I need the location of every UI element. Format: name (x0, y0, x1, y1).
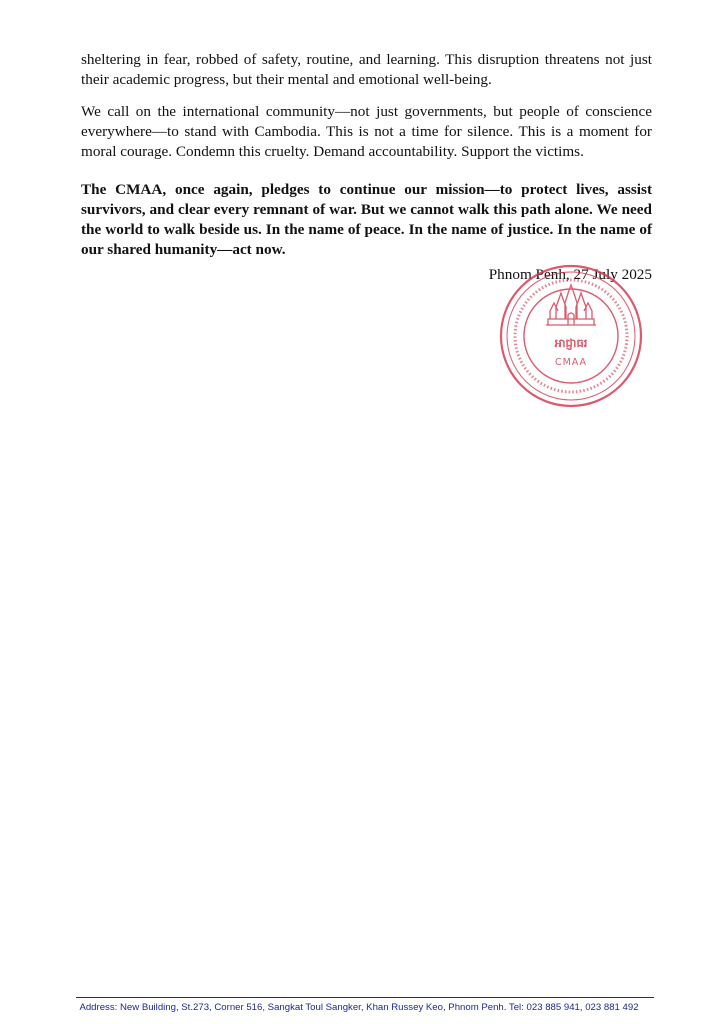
footer-address: Address: New Building, St.273, Corner 516, Sangkat Toul Sangker, Khan Russey Keo, Phnom Penh. Tel: 023 885 941, 023 881 492 (79, 1002, 639, 1013)
seal-khmer-text: អាជ្ញាធរ (554, 336, 588, 350)
seal-text-ring (515, 280, 627, 392)
letter-paragraph-2: We call on the international community—not just governments, but people of conscience everywhere—to stand with Cambodia. This is not a time for silence. This is a moment for moral courage. Condemn this cruelty. Demand accountability. Support the victims. (81, 103, 652, 160)
seal-inner-ring (507, 272, 635, 400)
letter-paragraph-3-pledge: The CMAA, once again, pledges to continue our mission—to protect lives, assist survivors, and clear every remnant of war. But we cannot walk this path alone. We need the world to walk beside us. In the name of peace. In the name of justice. In the name of our shared humanity—act now. (81, 181, 652, 258)
seal-outer-ring (501, 266, 641, 406)
seal-latin-text: CMAA (554, 357, 588, 368)
temple-icon (546, 285, 596, 325)
seal-center-ring (524, 289, 618, 383)
letter-paragraph-1: sheltering in fear, robbed of safety, routine, and learning. This disruption threatens not just their academic progress, but their mental and emotional well-being. (81, 51, 652, 88)
footer-divider (76, 997, 654, 998)
place-date: Phnom Penh, 27 July 2025 (488, 266, 652, 283)
